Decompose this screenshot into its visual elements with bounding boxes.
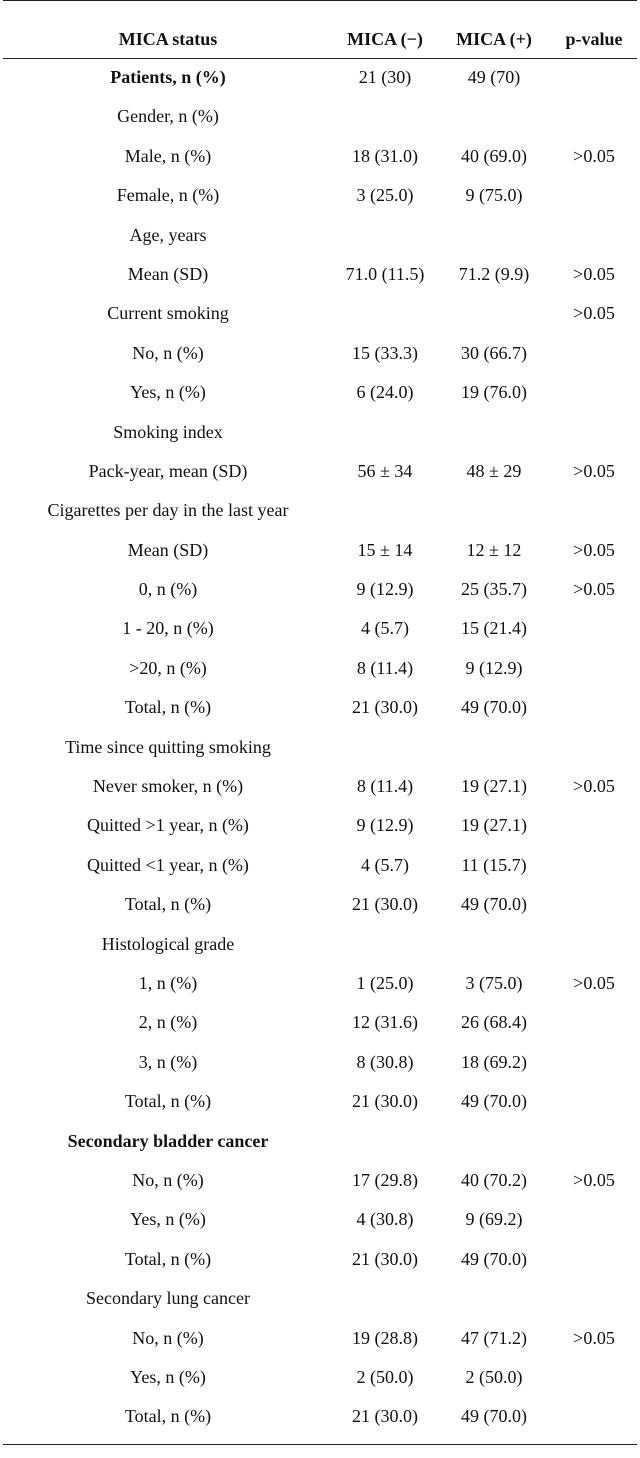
mica-positive-value: 49 (70.0)	[461, 894, 527, 915]
mica-positive-value: 9 (12.9)	[465, 657, 523, 678]
table-row	[3, 294, 637, 333]
row-label: >20, n (%)	[129, 657, 207, 678]
mica-positive-value: 12 ± 12	[466, 539, 522, 560]
row-label: 3, n (%)	[138, 1051, 198, 1072]
mica-positive-value: 40 (69.0)	[461, 145, 527, 166]
table-row	[3, 1319, 637, 1358]
p-value: >0.05	[573, 579, 615, 600]
table-row	[3, 137, 637, 176]
row-label: Never smoker, n (%)	[92, 776, 244, 797]
mica-negative-value: 6 (24.0)	[356, 382, 414, 403]
mica-positive-value: 49 (70.0)	[461, 1406, 527, 1427]
mica-positive-value: 25 (35.7)	[461, 579, 527, 600]
mica-negative-value: 4 (5.7)	[361, 854, 409, 875]
table-row	[3, 846, 637, 885]
table-row	[3, 413, 637, 452]
mica-positive-value: 49 (70)	[467, 67, 521, 87]
row-label: 1 - 20, n (%)	[122, 618, 214, 639]
mica-positive-value: 49 (70.0)	[461, 697, 527, 718]
table-row	[3, 688, 637, 727]
p-value: >0.05	[573, 776, 615, 797]
row-label: 0, n (%)	[138, 579, 198, 600]
mica-negative-value: 4 (30.8)	[356, 1209, 414, 1230]
header-mica-negative: MICA (−)	[347, 29, 423, 49]
table-row	[3, 609, 637, 648]
mica-positive-value: 19 (27.1)	[461, 815, 527, 836]
row-label: Patients, n (%)	[110, 67, 226, 87]
row-label: Male, n (%)	[124, 145, 212, 166]
p-value: >0.05	[573, 263, 615, 284]
mica-negative-value: 21 (30.0)	[352, 894, 418, 915]
row-label: Quitted >1 year, n (%)	[87, 815, 249, 836]
mica-positive-value: 71.2 (9.9)	[458, 263, 530, 284]
row-label: Total, n (%)	[124, 697, 212, 718]
table-row	[3, 334, 637, 373]
table-row	[3, 1200, 637, 1239]
mica-negative-value: 4 (5.7)	[361, 618, 409, 639]
table-row	[3, 1043, 637, 1082]
mica-negative-value: 17 (29.8)	[352, 1169, 418, 1190]
table-row	[3, 925, 637, 964]
header-mica-positive: MICA (+)	[456, 29, 532, 49]
mica-negative-value: 71.0 (11.5)	[345, 263, 425, 284]
table-row	[3, 1397, 637, 1436]
table-row	[3, 767, 637, 806]
table-row	[3, 1358, 637, 1397]
row-label: 1, n (%)	[138, 972, 198, 993]
mica-negative-value: 21 (30.0)	[352, 1248, 418, 1269]
mica-positive-value: 19 (76.0)	[461, 382, 527, 403]
row-label: Total, n (%)	[124, 1406, 212, 1427]
p-value: >0.05	[573, 972, 615, 993]
row-label: Female, n (%)	[116, 185, 220, 206]
table-row	[3, 728, 637, 767]
mica-negative-value: 12 (31.6)	[352, 1012, 418, 1033]
row-label: Mean (SD)	[127, 539, 209, 560]
table-row	[3, 1003, 637, 1042]
mica-status-table	[3, 0, 637, 1437]
row-label: Gender, n (%)	[117, 106, 219, 127]
mica-positive-value: 47 (71.2)	[461, 1327, 527, 1348]
table-row	[3, 964, 637, 1003]
table-header-row	[3, 0, 637, 58]
table-row	[3, 176, 637, 215]
p-value: >0.05	[573, 1169, 615, 1190]
p-value: >0.05	[573, 539, 615, 560]
table-row	[3, 216, 637, 255]
row-label: Yes, n (%)	[130, 1366, 206, 1387]
mica-negative-value: 3 (25.0)	[356, 185, 414, 206]
mica-positive-value: 49 (70.0)	[461, 1248, 527, 1269]
p-value: >0.05	[573, 303, 615, 324]
row-label: Pack-year, mean (SD)	[88, 460, 248, 481]
row-label: Time since quitting smoking	[65, 736, 271, 757]
table-row	[3, 649, 637, 688]
row-label: No, n (%)	[132, 342, 204, 363]
table-row	[3, 373, 637, 412]
p-value: >0.05	[573, 1327, 615, 1348]
mica-negative-value: 21 (30.0)	[352, 697, 418, 718]
table-row	[3, 806, 637, 845]
mica-negative-value: 9 (12.9)	[356, 579, 414, 600]
mica-positive-value: 26 (68.4)	[461, 1012, 527, 1033]
row-label: Smoking index	[113, 421, 223, 442]
mica-negative-value: 21 (30.0)	[352, 1406, 418, 1427]
mica-positive-value: 15 (21.4)	[461, 618, 527, 639]
table-bottom-rule	[3, 1444, 637, 1445]
mica-positive-value: 2 (50.0)	[465, 1366, 523, 1387]
row-label: Quitted <1 year, n (%)	[87, 854, 249, 875]
mica-negative-value: 15 (33.3)	[352, 342, 418, 363]
table-row	[3, 1161, 637, 1200]
mica-positive-value: 30 (66.7)	[461, 342, 527, 363]
row-label: Secondary bladder cancer	[67, 1130, 269, 1151]
mica-negative-value: 21 (30.0)	[352, 1091, 418, 1112]
p-value: >0.05	[573, 145, 615, 166]
header-p-value: p-value	[565, 29, 623, 49]
row-label: No, n (%)	[132, 1327, 204, 1348]
mica-negative-value: 19 (28.8)	[352, 1327, 418, 1348]
table-row	[3, 255, 637, 294]
table-row	[3, 491, 637, 530]
row-label: Yes, n (%)	[130, 382, 206, 403]
mica-positive-value: 49 (70.0)	[461, 1091, 527, 1112]
mica-positive-value: 18 (69.2)	[461, 1051, 527, 1072]
table-body	[3, 58, 637, 1437]
mica-negative-value: 1 (25.0)	[356, 972, 414, 993]
mica-negative-value: 56 ± 34	[357, 460, 413, 481]
mica-negative-value: 18 (31.0)	[352, 145, 418, 166]
row-label: Yes, n (%)	[130, 1209, 206, 1230]
mica-positive-value: 9 (75.0)	[465, 185, 523, 206]
table-row	[3, 1082, 637, 1121]
mica-positive-value: 48 ± 29	[466, 460, 522, 481]
table-row	[3, 1279, 637, 1318]
table-row	[3, 531, 637, 570]
table-row	[3, 97, 637, 136]
row-label: Age, years	[129, 224, 207, 245]
row-label: Histological grade	[101, 933, 235, 954]
mica-negative-value: 8 (11.4)	[356, 657, 414, 678]
mica-negative-value: 9 (12.9)	[356, 815, 414, 836]
table-row	[3, 885, 637, 924]
row-label: Cigarettes per day in the last year	[47, 500, 289, 521]
header-mica-status: MICA status	[118, 29, 218, 49]
table-row	[3, 58, 637, 97]
row-label: Mean (SD)	[127, 263, 209, 284]
row-label: Total, n (%)	[124, 1248, 212, 1269]
row-label: Secondary lung cancer	[86, 1288, 250, 1309]
mica-positive-value: 40 (70.2)	[461, 1169, 527, 1190]
mica-negative-value: 15 ± 14	[357, 539, 413, 560]
table-row	[3, 1122, 637, 1161]
mica-positive-value: 9 (69.2)	[465, 1209, 523, 1230]
table-row	[3, 1240, 637, 1279]
table-row	[3, 570, 637, 609]
mica-negative-value: 2 (50.0)	[356, 1366, 414, 1387]
mica-positive-value: 11 (15.7)	[461, 854, 527, 875]
mica-positive-value: 19 (27.1)	[461, 776, 527, 797]
p-value: >0.05	[573, 460, 615, 481]
mica-negative-value: 8 (11.4)	[356, 776, 414, 797]
mica-positive-value: 3 (75.0)	[465, 972, 523, 993]
row-label: 2, n (%)	[138, 1012, 198, 1033]
table-row	[3, 452, 637, 491]
row-label: Total, n (%)	[124, 894, 212, 915]
mica-negative-value: 21 (30)	[358, 67, 412, 87]
row-label: Current smoking	[107, 303, 229, 324]
mica-negative-value: 8 (30.8)	[356, 1051, 414, 1072]
row-label: Total, n (%)	[124, 1091, 212, 1112]
row-label: No, n (%)	[132, 1169, 204, 1190]
